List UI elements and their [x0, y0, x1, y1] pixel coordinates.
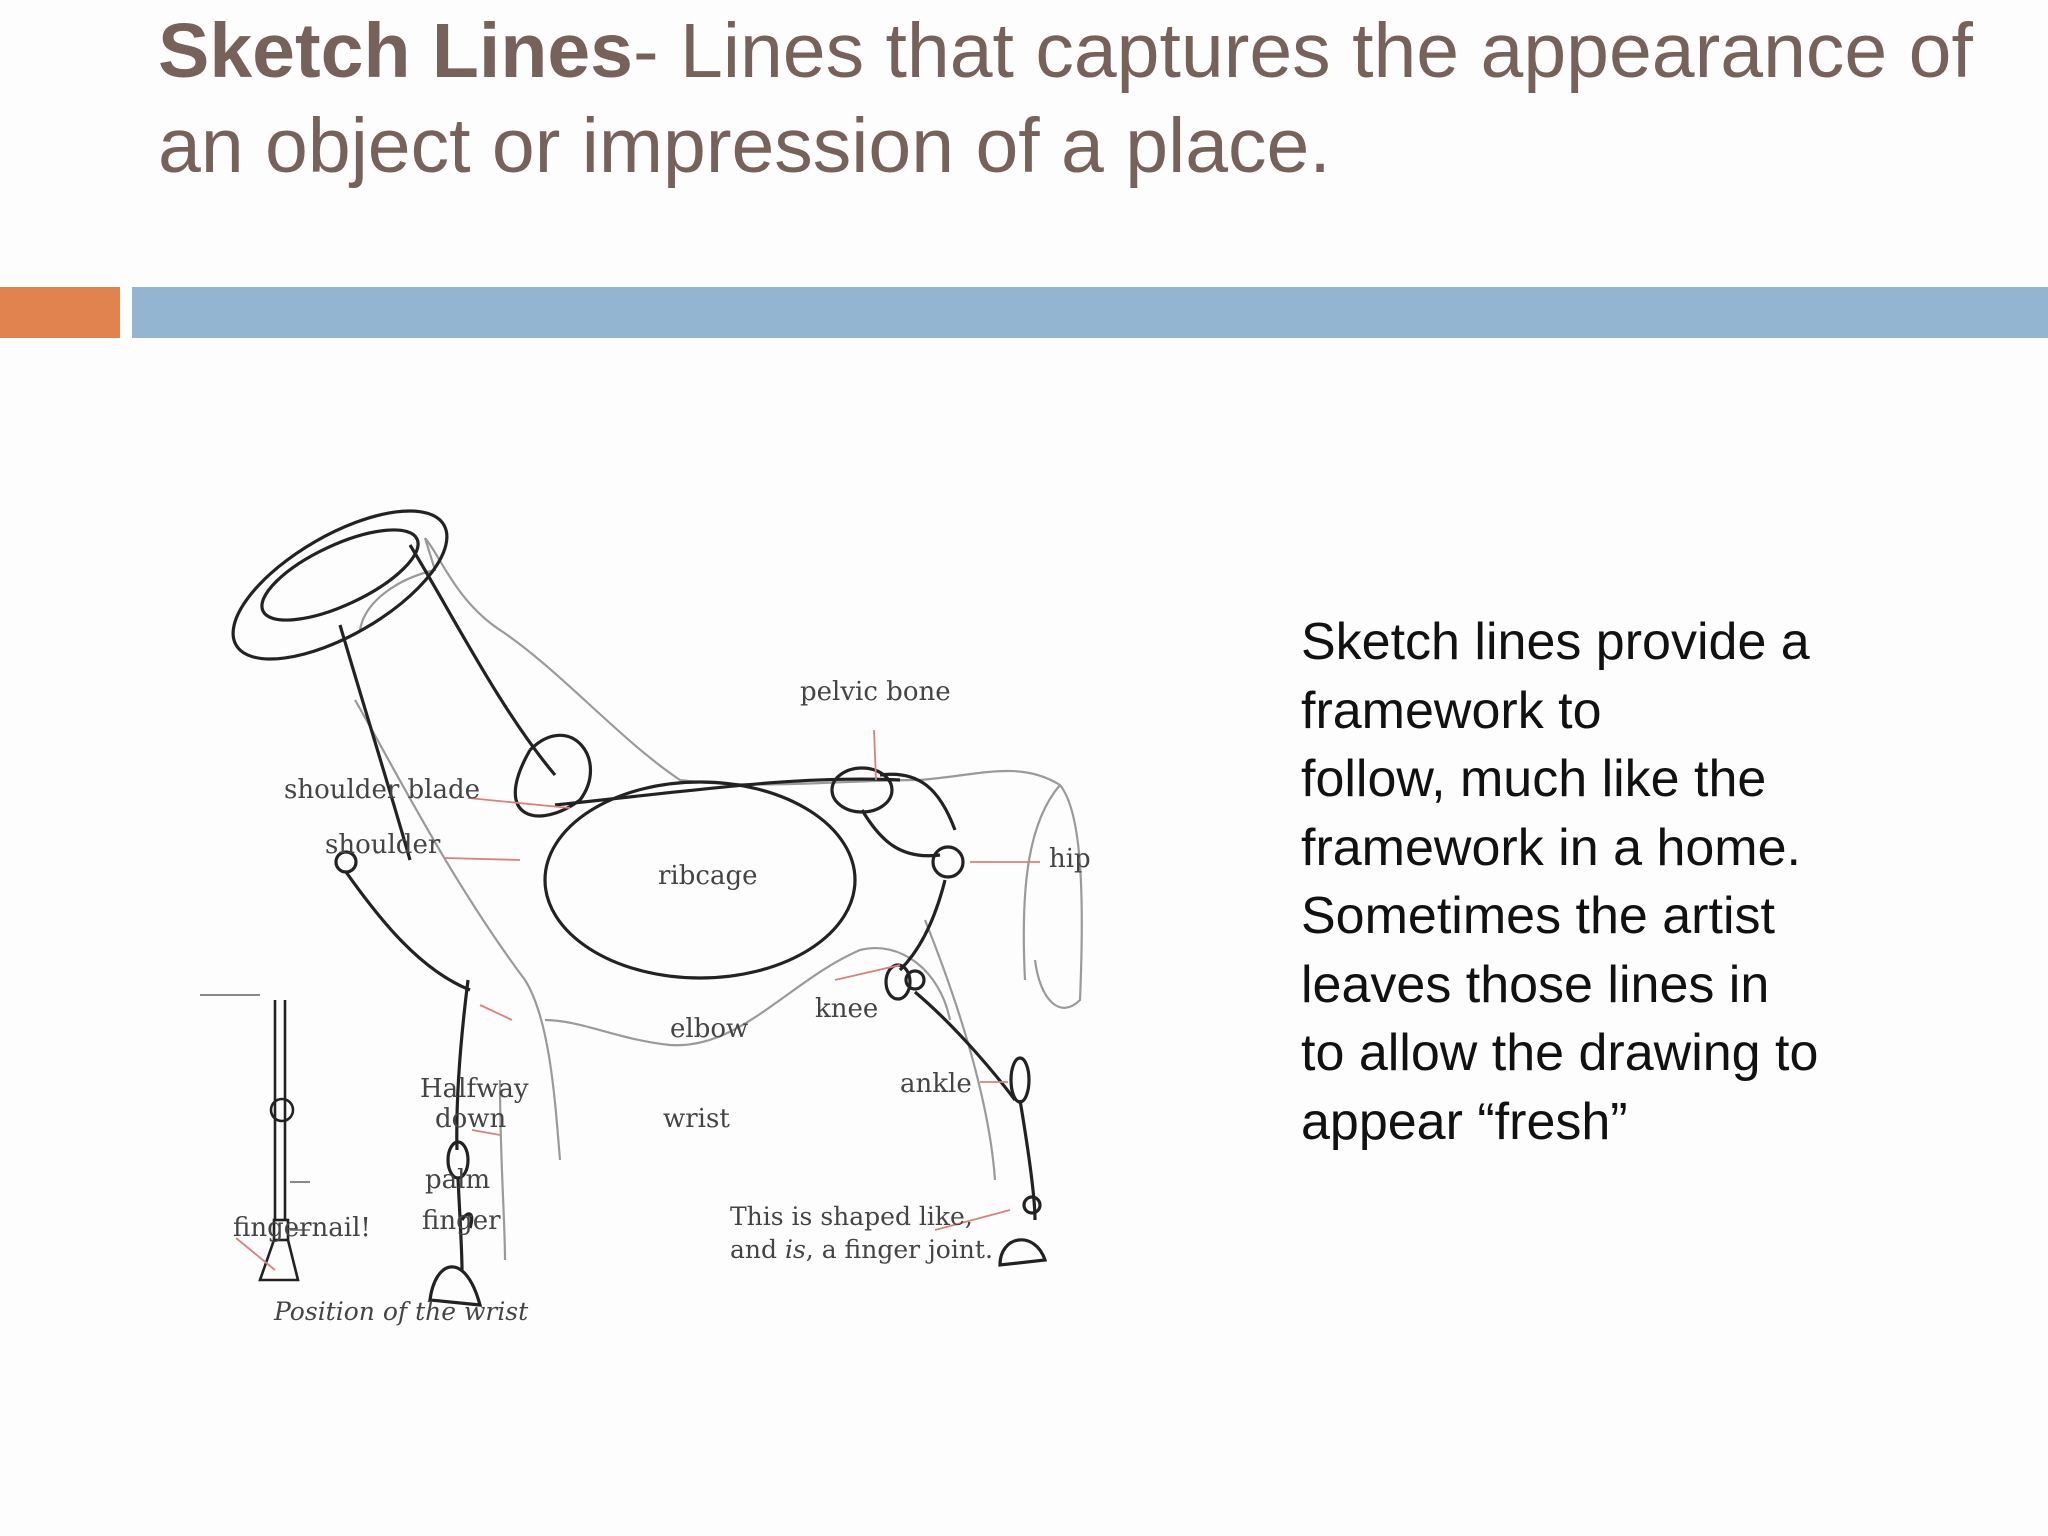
label-shoulder: shoulder: [325, 830, 441, 860]
body-line: leaves those lines in: [1301, 955, 1770, 1014]
body-line: follow, much like the: [1301, 750, 1767, 808]
accent-bar-orange: [0, 287, 120, 338]
accent-bar-blue: [132, 287, 2048, 338]
body-line: Sketch lines provide a: [1301, 613, 1810, 671]
body-line: framework in a home.: [1301, 818, 1801, 877]
body-line: Sometimes the artist: [1301, 887, 1775, 945]
label-down: down: [435, 1104, 507, 1134]
slide-title: [158, 4, 2018, 194]
horse-framework-lines: [211, 482, 1045, 1305]
label-position-of-the-wrist: Position of the wrist: [274, 1297, 529, 1326]
label-knee: knee: [815, 994, 879, 1024]
horse-sketch-drawing: [200, 460, 1150, 1350]
label-fingernail: fingernail!: [233, 1213, 371, 1243]
label-halfway: Halfway: [420, 1074, 529, 1104]
label-pelvic-bone: pelvic bone: [800, 677, 951, 707]
label-shoulder-blade: shoulder blade: [284, 775, 481, 805]
horse-sketch-figure: [200, 460, 1150, 1350]
label-elbow: elbow: [670, 1014, 749, 1044]
label-finger-joint-line-2: and is, a finger joint.: [730, 1235, 993, 1264]
body-line: to allow the drawing to: [1301, 1024, 1819, 1082]
label-finger: finger: [422, 1206, 501, 1236]
body-line: framework to: [1301, 681, 1602, 740]
slide-body-text: [1301, 608, 1981, 1156]
body-line: appear “fresh”: [1301, 1092, 1628, 1151]
label-finger-joint-line-1: This is shaped like,: [730, 1202, 973, 1231]
title-rest: - Lines that captures the appearance of an object or impression of a place.: [158, 8, 1973, 189]
label-ribcage: ribcage: [658, 861, 758, 891]
label-ankle: ankle: [900, 1069, 972, 1099]
label-wrist: wrist: [663, 1104, 730, 1134]
wrist-diagram: [200, 460, 310, 1280]
label-pointer-lines: [236, 730, 1040, 1270]
title-bold: Sketch Lines: [158, 8, 634, 94]
label-hip: hip: [1049, 844, 1091, 874]
horse-outline: [355, 538, 1082, 1260]
label-palm: palm: [425, 1165, 491, 1195]
